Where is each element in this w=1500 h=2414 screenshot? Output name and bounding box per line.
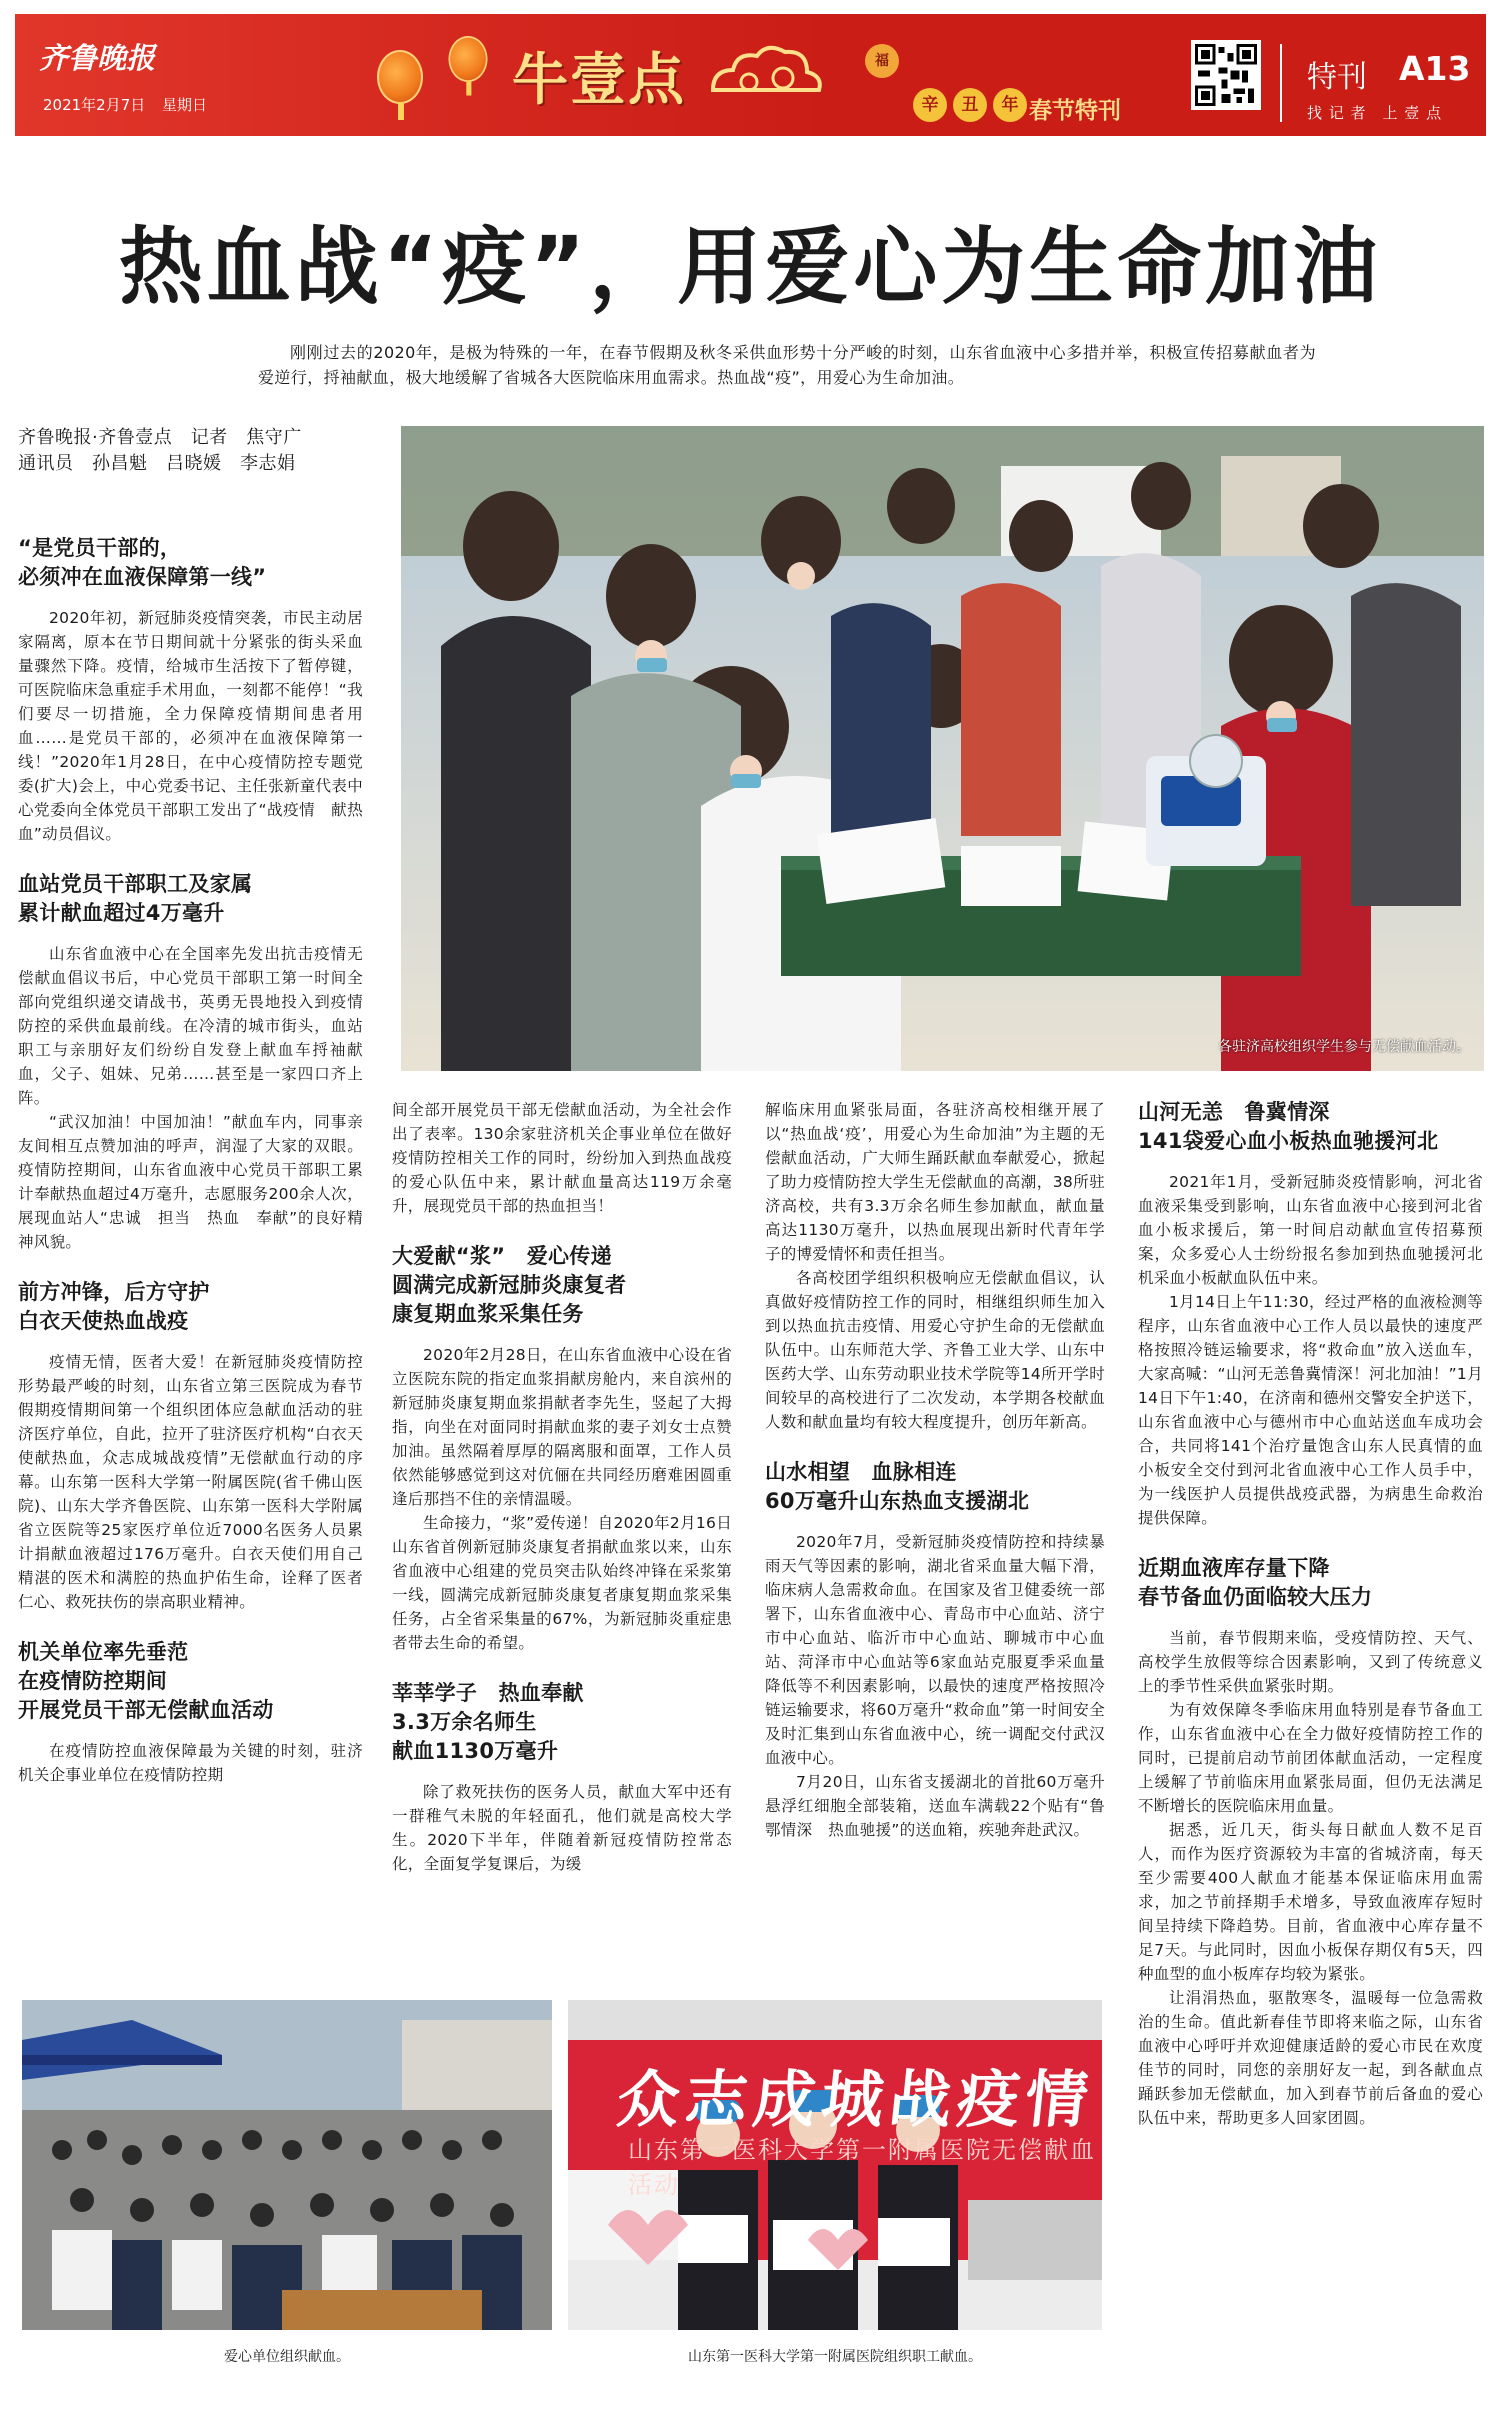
byline-line: 齐鲁晚报·齐鲁壹点 记者 焦守广 [18,427,302,448]
body-paragraph: 各高校团学组织积极响应无偿献血倡议，认真做好疫情防控工作的同时，相继组织师生加入到以热血抗击疫情、用爱心守护生命的无偿献血队伍中。山东师范大学、齐鲁工业大学、山东中医药大学、山东劳动职业技术学院等14所开学时间较早的高校进行了二次发动，本学期各校献血人数和献血量均有较大程度提升，创历年新高。 [765,1269,1105,1431]
body-paragraph: 2020年7月，受新冠肺炎疫情防控和持续暴雨天气等因素的影响，湖北省采血量大幅下滑，临床病人急需救命血。在国家及省卫健委统一部署下，山东省血液中心、青岛市中心血站、济宁市中心血站、临沂市中心血站、聊城市中心血站、菏泽市中心血站等6家血站克服夏季采血量降低等不利因素影响，以最快的速度严格按照冷链运输要求，将60万毫升“救命血”第一时间安全及时汇集到山东省血液中心，统一调配交付武汉血液中心。 [765,1533,1105,1767]
header-banner [15,14,1486,136]
cloud-decoration-icon [703,42,833,110]
body-paragraph: 在疫情防控血液保障最为关键的时刻，驻济机关企事业单位在疫情防控期 [18,1742,363,1784]
issue-date: 2021年2月7日 [43,96,146,114]
section-label: 特刊 [1307,60,1367,95]
byline [18,425,388,477]
header-divider [1280,44,1282,122]
body-paragraph: 据悉，近几天，街头每日献血人数不足百人，而作为医疗资源较为丰富的省城济南，每天至少需要400人献血才能基本保证临床用血需求，加之节前择期手术增多，导致血液库存短时间呈持续下降趋势。目前，省血液中心库存量不足7天。与此同时，因血小板保存期仅有5天，四种血型的血小板库存均较为紧张。 [1138,1821,1483,1983]
year-badge: 辛 [913,88,947,122]
year-badges [913,88,1027,122]
body-paragraph: 山东省血液中心在全国率先发出抗击疫情无偿献血倡议书后，中心党员干部职工第一时间全部向党组织递交请战书，英勇无畏地投入到疫情防控的采供血最前线。在冷清的城市街头，血站职工与亲朋好友们纷纷自发登上献血车捋袖献血，父子、姐妹、兄弟……甚至是一家四口齐上阵。 [18,945,363,1107]
qr-code-icon[interactable] [1191,40,1261,110]
photo-banner-text: 众志成城战疫情 [613,2063,1098,2136]
subheading: “是党员干部的， 必须冲在血液保障第一线” [18,536,267,589]
body-paragraph: 为有效保障冬季临床用血特别是春节备血工作，山东省血液中心在全力做好疫情防控工作的同时，已提前启动节前团体献血活动，一定程度上缓解了节前临床用血紧张局面，但仍无法满足不断增长的医院临床用血量。 [1138,1701,1483,1815]
subheading: 山水相望 血脉相连 60万毫升山东热血支援湖北 [765,1460,1030,1513]
byline-line: 通讯员 孙昌魁 吕晓媛 李志娟 [18,453,296,474]
main-photo-blood-donation [401,426,1484,1071]
lead-paragraph: 刚刚过去的2020年，是极为特殊的一年，在春节假期及秋冬采供血形势十分严峻的时刻，山东省血液中心多措并举，积极宣传招募献血者为爱逆行，捋袖献血，极大地缓解了省城各大医院临床用血需求。热血战“疫”，用爱心为生命加油。 [258,343,1316,387]
subheading: 莘莘学子 热血奉献 3.3万余名师生 献血1130万毫升 [392,1681,584,1763]
photo-caption: 山东第一医科大学第一附属医院组织职工献血。 [688,2349,982,2365]
body-paragraph: 解临床用血紧张局面，各驻济高校相继开展了以“热血战‘疫’，用爱心为生命加油”为主题的无偿献血活动，广大师生踊跃献血奉献爱心，掀起了助力疫情防控大学生无偿献血的高潮，38所驻济高校，共有3.3万余名师生参加献血，献血量高达1130万毫升，以热血展现出新时代青年学子的博爱情怀和责任担当。 [765,1101,1105,1263]
main-photo-caption: 各驻济高校组织学生参与无偿献血活动。 [1218,1039,1470,1055]
subheading: 山河无恙 鲁冀情深 141袋爱心血小板热血驰援河北 [1138,1100,1439,1153]
photo-donation-crowd [22,2000,552,2330]
photo-caption: 爱心单位组织献血。 [224,2349,350,2365]
article-column-1 [18,510,363,1787]
year-badge: 丑 [953,88,987,122]
photo-hospital-staff-donation [568,2000,1102,2330]
lantern-icon [448,36,487,82]
page-number: A13 [1399,49,1471,88]
subheading: 血站党员干部职工及家属 累计献血超过4万毫升 [18,872,253,925]
article-column-3 [765,1098,1105,1842]
headline: 热血战“疫”，用爱心为生命加油 [118,218,1382,316]
body-paragraph: “武汉加油！中国加油！”献血车内，同事亲友间相互点赞加油的呼声，润湿了大家的双眼。疫情防控期间，山东省血液中心党员干部职工累计奉献热血超过4万毫升，志愿服务200余人次，展现血站人“忠诚 担当 热血 奉献”的良好精神风貌。 [18,1113,363,1251]
subheading: 前方冲锋，后方守护 白衣天使热血战疫 [18,1280,210,1333]
lantern-icon [377,50,423,104]
body-paragraph: 1月14日上午11:30，经过严格的血液检测等程序，山东省血液中心工作人员以最快的速度严格按照冷链运输要求，将“救命血”放入送血车，大家高喊：“山河无恙鲁冀情深！河北加油！”1月14日下午1:40，在济南和德州交警安全护送下，山东省血液中心与德州市中心血站送血车成功会合，共同将141个治疗量饱含山东人民真情的血小板安全交付到河北省血液中心工作人员手中，为一线医护人员提供战疫武器，为病患生命救治提供保障。 [1138,1293,1483,1527]
body-paragraph: 除了救死扶伤的医务人员，献血大军中还有一群稚气未脱的年轻面孔，他们就是高校大学生。2020下半年，伴随着新冠疫情防控常态化，全面复学复课后，为缓 [392,1783,732,1873]
year-badge: 年 [993,88,1027,122]
body-paragraph: 2020年2月28日，在山东省血液中心设在省立医院东院的指定血浆捐献房舱内，来自滨州的新冠肺炎康复期血浆捐献者李先生，竖起了大拇指，向坐在对面同时捐献血浆的妻子刘女士点赞加油。虽然隔着厚厚的隔离服和面罩，工作人员依然能够感觉到这对伉俪在共同经历磨难困圆重逢后那挡不住的亲情温暖。 [392,1346,732,1508]
brand-logo: 齐鲁晚报 [39,41,156,75]
article-column-4 [1138,1098,1483,2130]
subheading: 近期血液库存量下降 春节备血仍面临较大压力 [1138,1556,1373,1609]
photo-banner-subtext: 山东第一医科大学第一附属医院无偿献血活动 [628,2136,1096,2199]
special-edition-label: 春节特刊 [1029,98,1121,124]
subheading: 大爱献“浆” 爱心传递 圆满完成新冠肺炎康复者 康复期血浆采集任务 [392,1244,627,1326]
fortune-seal: 福 [865,44,899,78]
body-paragraph: 让涓涓热血，驱散寒冬，温暖每一位急需救治的生命。值此新春佳节即将来临之际，山东省血液中心呼吁并欢迎健康适龄的爱心市民在欢度佳节的同时，同您的亲朋好友一起，到各献血点踊跃参加无偿献血，加入到春节前后备血的爱心队伍中来，帮助更多人回家团圆。 [1138,1989,1483,2127]
issue-weekday: 星期日 [162,96,208,114]
column-name: 牛壹点 [512,47,686,113]
body-paragraph: 当前，春节假期来临，受疫情防控、天气、高校学生放假等综合因素影响，又到了传统意义上的季节性采供血紧张时期。 [1138,1629,1483,1695]
body-paragraph: 疫情无情，医者大爱！在新冠肺炎疫情防控形势最严峻的时刻，山东省立第三医院成为春节假期疫情期间第一个组织团体应急献血活动的驻济医疗单位，自此，拉开了驻济医疗机构“白衣天使献热血，众志成城战疫情”无偿献血行动的序幕。山东第一医科大学第一附属医院(省千佛山医院)、山东大学齐鲁医院、山东第一医科大学附属省立医院等25家医疗单位近7000名医务人员累计捐献血液超过176万毫升。白衣天使们用自己精湛的医术和满腔的热血护佑生命，诠释了医者仁心、救死扶伤的崇高职业精神。 [18,1353,363,1611]
editor-line: 找 记 者 上 壹 点 [1307,104,1443,122]
subheading: 机关单位率先垂范 在疫情防控期间 开展党员干部无偿献血活动 [18,1640,274,1722]
article-column-2 [392,1098,732,1876]
body-paragraph: 生命接力，“浆”爱传递！自2020年2月16日山东省首例新冠肺炎康复者捐献血浆以来，山东省血液中心组建的党员突击队始终冲锋在采浆第一线，圆满完成新冠肺炎康复者康复期血浆采集任务，占全省采集量的67%，为新冠肺炎重症患者带去生命的希望。 [392,1514,732,1652]
body-paragraph: 2021年1月，受新冠肺炎疫情影响，河北省血液采集受到影响，山东省血液中心接到河北省血小板求援后，第一时间启动献血宣传招募预案，众多爱心人士纷纷报名参加到热血驰援河北机采血小板献血队伍中来。 [1138,1173,1483,1287]
body-paragraph: 2020年初，新冠肺炎疫情突袭，市民主动居家隔离，原本在节日期间就十分紧张的街头采血量骤然下降。疫情，给城市生活按下了暂停键，可医院临床急重症手术用血，一刻都不能停！“我们要尽一切措施，全力保障疫情期间患者用血……是党员干部的，必须冲在血液保障第一线！”2020年1月28日，在中心疫情防控专题党委(扩大)会上，中心党委书记、主任张新童代表中心党委向全体党员干部职工发出了“战疫情 献热血”动员倡议。 [18,609,363,843]
body-paragraph: 间全部开展党员干部无偿献血活动，为全社会作出了表率。130余家驻济机关企事业单位在做好疫情防控相关工作的同时，纷纷加入到热血战疫的爱心队伍中来，累计献血量高达119万余毫升，展现党员干部的热血担当！ [392,1101,732,1215]
body-paragraph: 7月20日，山东省支援湖北的首批60万毫升悬浮红细胞全部装箱，送血车满载22个贴有“鲁鄂情深 热血驰援”的送血箱，疾驰奔赴武汉。 [765,1773,1105,1839]
